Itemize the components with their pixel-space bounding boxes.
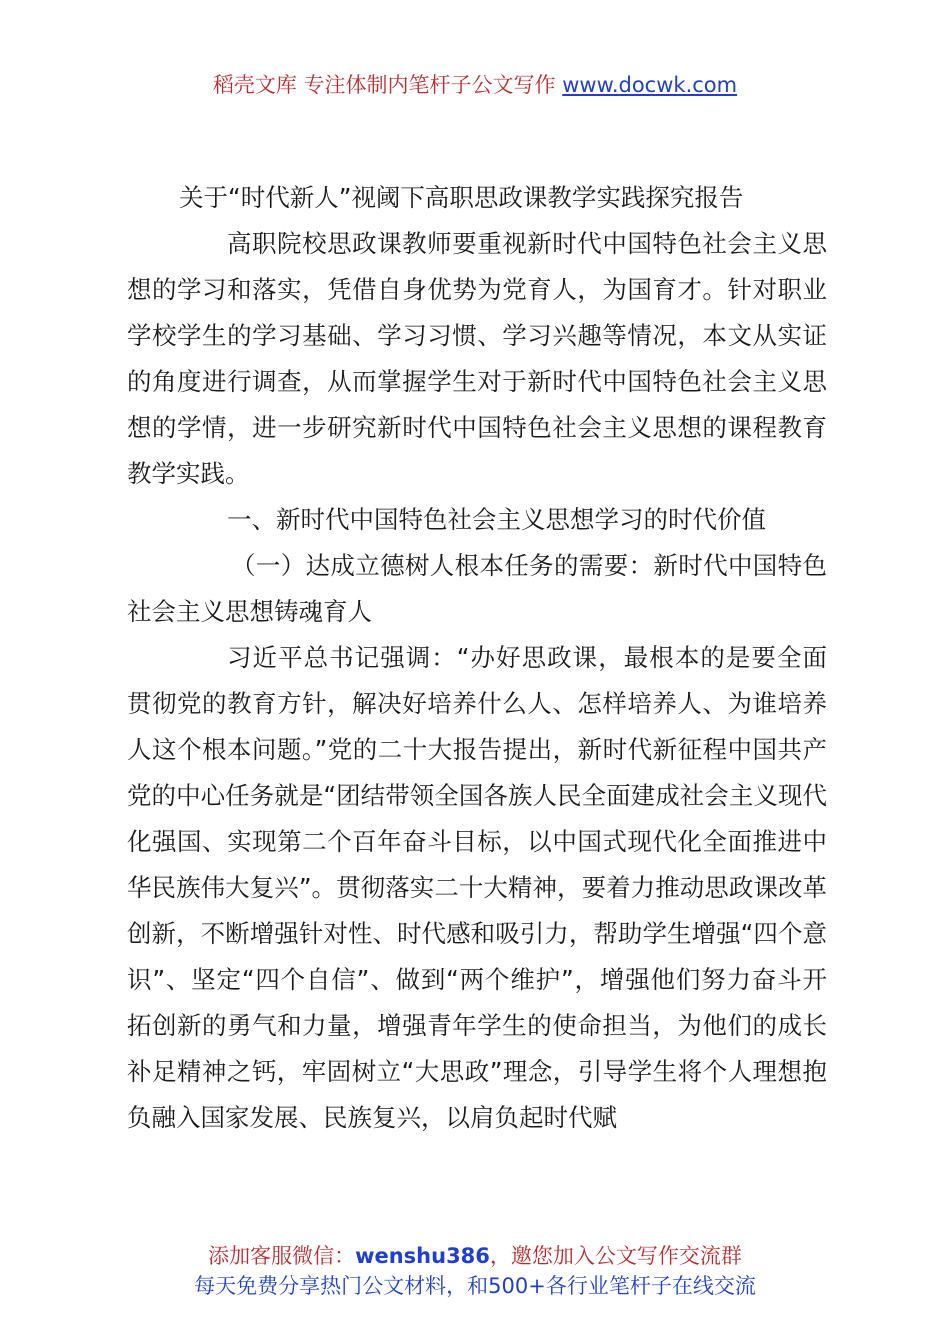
intro-paragraph: 高职院校思政课教师要重视新时代中国特色社会主义思想的学习和落实，凭借自身优势为党育人，为国育才。针对职业学校学生的学习基础、学习习惯、学习兴趣等情况，本文从实证的角度进行调查，从而掌握学生对于新时代中国特色社会主义思想的学情，进一步研究新时代中国特色社会主义思想的课程教育教学实践。	[127, 229, 827, 488]
footer-prefix: 添加客服微信：	[208, 1244, 356, 1268]
document-body	[127, 175, 827, 1141]
document-title: 关于“时代新人”视阈下高职思政课教学实践探究报告	[179, 183, 744, 212]
wechat-id: wenshu386	[355, 1244, 490, 1268]
page-footer	[0, 1241, 950, 1301]
subsection-heading: （一）达成立德树人根本任务的需要：新时代中国特色社会主义思想铸魂育人	[127, 551, 827, 626]
footer-suffix: ，邀您加入公文写作交流群	[489, 1244, 742, 1268]
body-paragraph: 习近平总书记强调：“办好思政课，最根本的是要全面贯彻党的教育方针，解决好培养什么人、怎样培养人、为谁培养人这个根本问题。”党的二十大报告提出，新时代新征程中国共产党的中心任务就是“团结带领全国各族人民全面建成社会主义现代化强国、实现第二个百年奋斗目标，以中国式现代化全面推进中华民族伟大复兴”。贯彻落实二十大精神，要着力推动思政课改革创新，不断增强针对性、时代感和吸引力，帮助学生增强“四个意识”、坚定“四个自信”、做到“两个维护”，增强他们努力奋斗开拓创新的勇气和力量，增强青年学生的使命担当，为他们的成长补足精神之钙，牢固树立“大思政”理念，引导学生将个人理想抱负融入国家发展、民族复兴，以肩负起时代赋	[127, 643, 827, 1132]
section-heading: 一、新时代中国特色社会主义思想学习的时代价值	[227, 505, 766, 534]
footer-line-2: 每天免费分享热门公文材料，和500+各行业笔杆子在线交流	[194, 1274, 756, 1298]
footer-line-1	[0, 1241, 950, 1271]
brand-text: 稻壳文库 专注体制内笔杆子公文写作	[212, 73, 563, 97]
site-link[interactable]: www.docwk.com	[562, 73, 738, 97]
page-header	[0, 70, 950, 100]
